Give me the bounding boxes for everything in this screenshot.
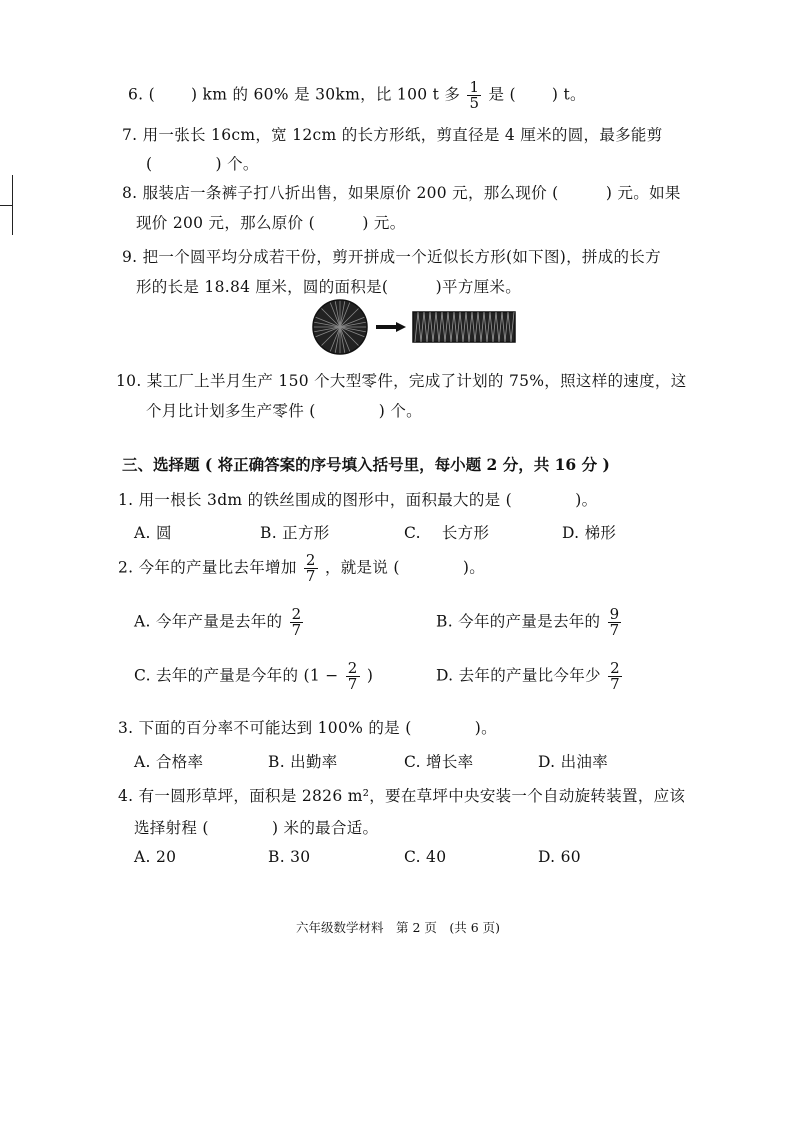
choice-2-b-fraction: $\frac{9}{7}$	[609, 605, 620, 639]
binding-margin-mark-2	[0, 205, 12, 234]
sliced-circle-icon	[313, 300, 367, 354]
choice-2-option-a: A. 今年产量是去年的 $\frac{2}{7}$	[134, 605, 302, 639]
circle-to-rectangle-figure	[300, 298, 520, 358]
choice-1-option-c: C. 长方形	[404, 524, 490, 542]
approx-rectangle-icon	[413, 312, 515, 342]
choice-2-option-d: D. 去年的产量比今年少 $\frac{2}{7}$	[436, 659, 620, 693]
choice-2-stem	[118, 553, 485, 584]
choice-2-stem-b: ，就是说 ( )。	[324, 558, 486, 577]
section-3-title: 三、选择题 ( 将正确答案的序号填入括号里，每小题 2 分，共 16 分 )	[122, 455, 610, 474]
choice-4-option-b: B. 30	[268, 848, 311, 866]
choice-2-option-c: C. 去年的产量是今年的 (1 − $\frac{2}{7}$ )	[134, 659, 374, 693]
page-footer: 六年级数学材料 第 2 页 (共 6 页)	[296, 920, 501, 935]
question-8-line2: 现价 200 元，那么原价 ( ) 元。	[136, 214, 406, 232]
choice-2-d-fraction: $\frac{2}{7}$	[610, 659, 620, 693]
q6-part-d: ) t。	[551, 85, 586, 104]
choice-2-option-b: B. 今年的产量是去年的 $\frac{9}{7}$	[436, 605, 620, 639]
question-10-line1: 10. 某工厂上半月生产 150 个大型零件，完成了计划的 75%，照这样的速度，这	[116, 372, 687, 390]
choice-2-stem-a: 2. 今年的产量比去年增加	[118, 558, 297, 577]
choice-4-line1: 4. 有一圆形草坪，面积是 2826 m²，要在草坪中央安装一个自动旋转装置，应该	[118, 787, 686, 805]
choice-1-stem: 1. 用一根长 3dm 的铁丝围成的图形中，面积最大的是 ( )。	[118, 491, 598, 509]
question-9-line1: 9. 把一个圆平均分成若干份，剪开拼成一个近似长方形(如下图)，拼成的长方	[122, 248, 661, 266]
q6-fraction: $\frac{1}{5}$	[469, 78, 480, 112]
question-7-line1: 7. 用一张长 16cm，宽 12cm 的长方形纸，剪直径是 4 厘米的圆，最多能剪	[122, 126, 663, 144]
choice-3-stem: 3. 下面的百分率不可能达到 100% 的是 ( )。	[118, 719, 497, 737]
choice-1-option-d: D. 梯形	[562, 524, 617, 542]
question-6	[128, 80, 586, 111]
choice-2-stem-fraction: $\frac{2}{7}$	[305, 551, 316, 585]
choice-3-option-a: A. 合格率	[134, 753, 204, 771]
question-7-line2: ( ) 个。	[146, 155, 259, 173]
choice-4-option-d: D. 60	[538, 848, 581, 866]
choice-4-option-c: C. 40	[404, 848, 447, 866]
q6-part-b: ) km 的 60% 是 30km，比 100 t 多	[190, 85, 461, 104]
question-10-line2: 个月比计划多生产零件 ( ) 个。	[146, 402, 422, 420]
question-8-line1: 8. 服装店一条裤子打八折出售，如果原价 200 元，那么现价 ( ) 元。如果	[122, 184, 681, 202]
choice-3-option-b: B. 出勤率	[268, 753, 338, 771]
choice-3-option-c: C. 增长率	[404, 753, 474, 771]
choice-2-c-fraction: $\frac{2}{7}$	[347, 659, 358, 693]
choice-3-option-d: D. 出油率	[538, 753, 609, 771]
choice-4-option-a: A. 20	[134, 848, 177, 866]
choice-2-a-fraction: $\frac{2}{7}$	[291, 605, 302, 639]
choice-4-line2: 选择射程 ( ) 米的最合适。	[134, 819, 379, 837]
q6-part-c: 是 (	[488, 85, 516, 104]
choice-1-option-b: B. 正方形	[260, 524, 330, 542]
question-9-line2: 形的长是 18.84 厘米，圆的面积是( )平方厘米。	[136, 278, 522, 296]
q6-part-a: 6. (	[128, 85, 155, 104]
choice-1-option-a: A. 圆	[134, 524, 172, 542]
arrow-right-icon	[376, 322, 406, 332]
